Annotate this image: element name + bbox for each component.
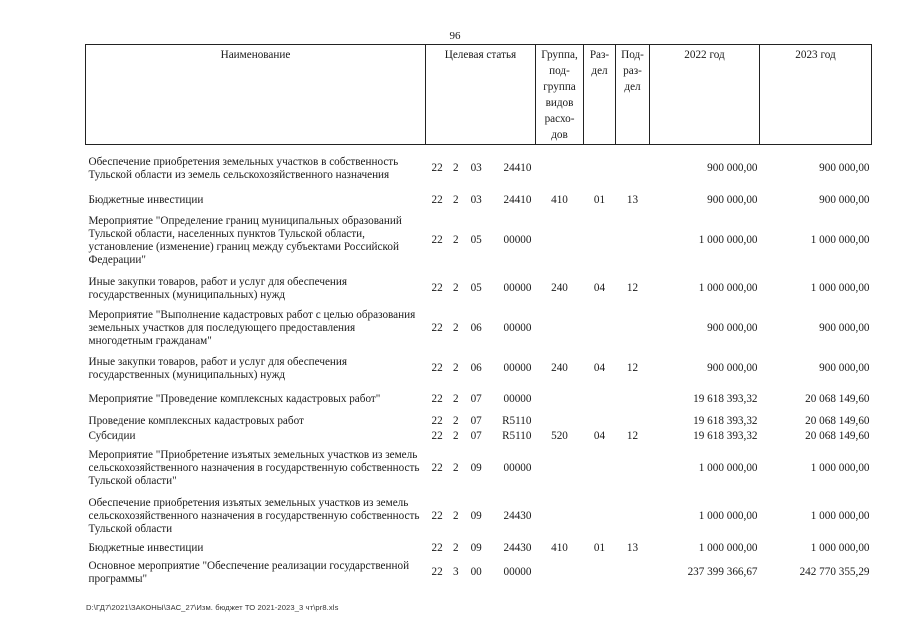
code-part-1: 22 [431,542,443,554]
row-section [584,415,616,429]
row-name: Мероприятие "Определение границ муниципальных образований Тульской области, населенных пунктов Тульской области, установление (изменение) границ между субъектами Российской Федерации" [88,214,402,266]
code-part-4: 24410 [503,194,532,206]
row-amount-2022: 237 399 366,67 [687,566,758,578]
row-name: Иные закупки товаров, работ и услуг для обеспечения государственных (муниципальных) нужд [88,275,348,301]
code-part-3: 09 [470,542,482,554]
code-part-1: 22 [431,462,443,474]
file-path-footer: D:\ГД7\2021\ЗАКОНЫ\ЗАС_27\Изм. бюджет ТО 2021-2023_3 чт\pr8.xls [86,603,339,612]
row-subsection: 13 [626,542,639,554]
row-section [584,493,616,541]
row-section [584,209,616,273]
code-part-1: 22 [431,430,443,442]
row-amount-2022: 900 000,00 [707,362,758,374]
row-target-code [426,493,536,541]
code-part-2: 2 [453,234,459,246]
row-amount-2023: 1 000 000,00 [810,542,870,554]
table-row [86,209,872,273]
row-amount-2023: 20 068 149,60 [805,393,870,405]
row-amount-2022: 1 000 000,00 [698,542,758,554]
row-amount-2022: 1 000 000,00 [698,462,758,474]
row-section [584,385,616,415]
row-amount-2022: 1 000 000,00 [698,234,758,246]
code-part-1: 22 [431,194,443,206]
code-part-3: 03 [470,194,482,206]
header-section: Раз- дел [584,45,616,145]
row-amount-2023: 242 770 355,29 [799,566,870,578]
table-row [86,145,872,193]
row-group [536,385,584,415]
code-part-3: 00 [470,566,482,578]
row-group: 410 [551,542,568,554]
row-subsection: 12 [626,362,639,374]
row-subsection [616,493,650,541]
code-part-2: 2 [453,462,459,474]
row-subsection [616,557,650,589]
code-part-2: 2 [453,282,459,294]
header-2022: 2022 год [650,45,760,145]
row-subsection [616,145,650,193]
code-part-2: 2 [453,542,459,554]
row-group [536,557,584,589]
header-group: Группа, под- группа видов расхо- дов [536,45,584,145]
code-part-1: 22 [431,322,443,334]
code-part-4: 24430 [503,542,532,554]
table-row [86,557,872,589]
table-body [86,145,872,589]
row-subsection: 12 [626,430,639,442]
row-group [536,493,584,541]
row-name: Мероприятие "Выполнение кадастровых работ с целью образования земельных участков для последующего предоставления многодетным гражданам" [88,309,416,347]
row-name: Субсидии [88,430,136,442]
row-target-code [426,353,536,385]
row-section [584,445,616,493]
row-target-code [426,273,536,305]
row-section [584,145,616,193]
code-part-4: R5110 [502,415,532,427]
code-part-3: 09 [470,510,482,522]
row-amount-2023: 1 000 000,00 [810,510,870,522]
row-group: 520 [551,430,568,442]
row-amount-2023: 20 068 149,60 [805,415,870,427]
row-target-code [426,415,536,429]
table-row [86,193,872,209]
code-part-3: 07 [470,430,482,442]
code-part-2: 2 [453,430,459,442]
row-name: Обеспечение приобретения земельных участков в собственность Тульской области из земель сельскохозяйственного назначения [88,155,399,181]
row-amount-2022: 1 000 000,00 [698,282,758,294]
code-part-1: 22 [431,362,443,374]
row-target-code [426,209,536,273]
code-part-1: 22 [431,566,443,578]
row-amount-2022: 1 000 000,00 [698,510,758,522]
row-section: 01 [593,542,606,554]
code-part-2: 2 [453,162,459,175]
code-part-4: 24430 [503,510,532,522]
row-amount-2022: 900 000,00 [707,162,758,175]
row-group: 240 [551,362,568,374]
page-number: 96 [449,30,461,42]
row-amount-2022: 19 618 393,32 [693,415,758,427]
table-row [86,273,872,305]
table-row [86,385,872,415]
row-name: Бюджетные инвестиции [88,542,204,554]
row-target-code [426,193,536,209]
table-row [86,493,872,541]
table-row [86,353,872,385]
table-row [86,429,872,445]
code-part-4: 24410 [503,162,532,175]
code-part-3: 05 [470,282,482,294]
row-group [536,415,584,429]
code-part-2: 2 [453,510,459,522]
row-subsection [616,445,650,493]
code-part-4: 00000 [503,322,532,334]
row-group [536,305,584,353]
row-amount-2023: 900 000,00 [819,322,870,334]
row-section [584,557,616,589]
row-group: 410 [551,194,568,206]
row-target-code [426,445,536,493]
row-section: 04 [593,362,606,374]
row-target-code [426,541,536,557]
row-amount-2022: 900 000,00 [707,194,758,206]
code-part-3: 03 [470,162,482,175]
code-part-3: 06 [470,322,482,334]
code-part-4: 00000 [503,462,532,474]
row-group: 240 [551,282,568,294]
row-target-code [426,385,536,415]
code-part-3: 05 [470,234,482,246]
row-subsection: 12 [626,282,639,294]
code-part-1: 22 [431,162,443,175]
row-amount-2022: 19 618 393,32 [693,430,758,442]
table-header [86,45,872,145]
header-name: Наименование [86,45,426,145]
code-part-4: 00000 [503,393,532,405]
row-target-code [426,145,536,193]
table-row [86,541,872,557]
row-amount-2023: 900 000,00 [819,162,870,175]
row-amount-2023: 900 000,00 [819,362,870,374]
row-name: Бюджетные инвестиции [88,194,204,206]
code-part-3: 09 [470,462,482,474]
code-part-2: 3 [453,566,459,578]
header-2023: 2023 год [760,45,872,145]
header-target: Целевая статья [426,45,536,145]
code-part-2: 2 [453,415,459,427]
row-name: Проведение комплексных кадастровых работ [88,415,304,427]
code-part-2: 2 [453,362,459,374]
code-part-4: 00000 [503,234,532,246]
row-name: Обеспечение приобретения изъятых земельных участков из земель сельскохозяйственного назначения в государственную собственность Тульской области [88,497,420,535]
code-part-3: 06 [470,362,482,374]
row-target-code [426,305,536,353]
row-subsection [616,415,650,429]
row-amount-2023: 1 000 000,00 [810,234,870,246]
code-part-4: R5110 [502,430,532,442]
code-part-4: 00000 [503,566,532,578]
row-name: Мероприятие "Проведение комплексных кадастровых работ" [88,393,381,405]
table-row [86,415,872,429]
header-subsection: Под- раз- дел [616,45,650,145]
code-part-4: 00000 [503,282,532,294]
row-section: 04 [593,430,606,442]
code-part-3: 07 [470,415,482,427]
row-amount-2023: 900 000,00 [819,194,870,206]
row-amount-2023: 1 000 000,00 [810,282,870,294]
code-part-1: 22 [431,510,443,522]
code-part-2: 2 [453,393,459,405]
code-part-1: 22 [431,415,443,427]
table-row [86,445,872,493]
row-subsection [616,209,650,273]
row-section: 01 [593,194,606,206]
row-subsection: 13 [626,194,639,206]
code-part-1: 22 [431,234,443,246]
row-subsection [616,305,650,353]
code-part-1: 22 [431,282,443,294]
budget-table [85,44,872,589]
row-group [536,209,584,273]
row-target-code [426,429,536,445]
row-amount-2022: 19 618 393,32 [693,393,758,405]
code-part-2: 2 [453,322,459,334]
row-group [536,145,584,193]
row-name: Мероприятие "Приобретение изъятых земельных участков из земель сельскохозяйственного назначения в государственную собственность Тульской области" [88,449,420,487]
row-amount-2023: 1 000 000,00 [810,462,870,474]
row-section [584,305,616,353]
table-row [86,305,872,353]
code-part-4: 00000 [503,362,532,374]
row-amount-2023: 20 068 149,60 [805,430,870,442]
row-amount-2022: 900 000,00 [707,322,758,334]
code-part-1: 22 [431,393,443,405]
row-subsection [616,385,650,415]
row-group [536,445,584,493]
row-name: Иные закупки товаров, работ и услуг для обеспечения государственных (муниципальных) нужд [88,355,348,381]
code-part-2: 2 [453,194,459,206]
row-section: 04 [593,282,606,294]
code-part-3: 07 [470,393,482,405]
row-target-code [426,557,536,589]
row-name: Основное мероприятие "Обеспечение реализации государственной программы" [88,559,410,585]
